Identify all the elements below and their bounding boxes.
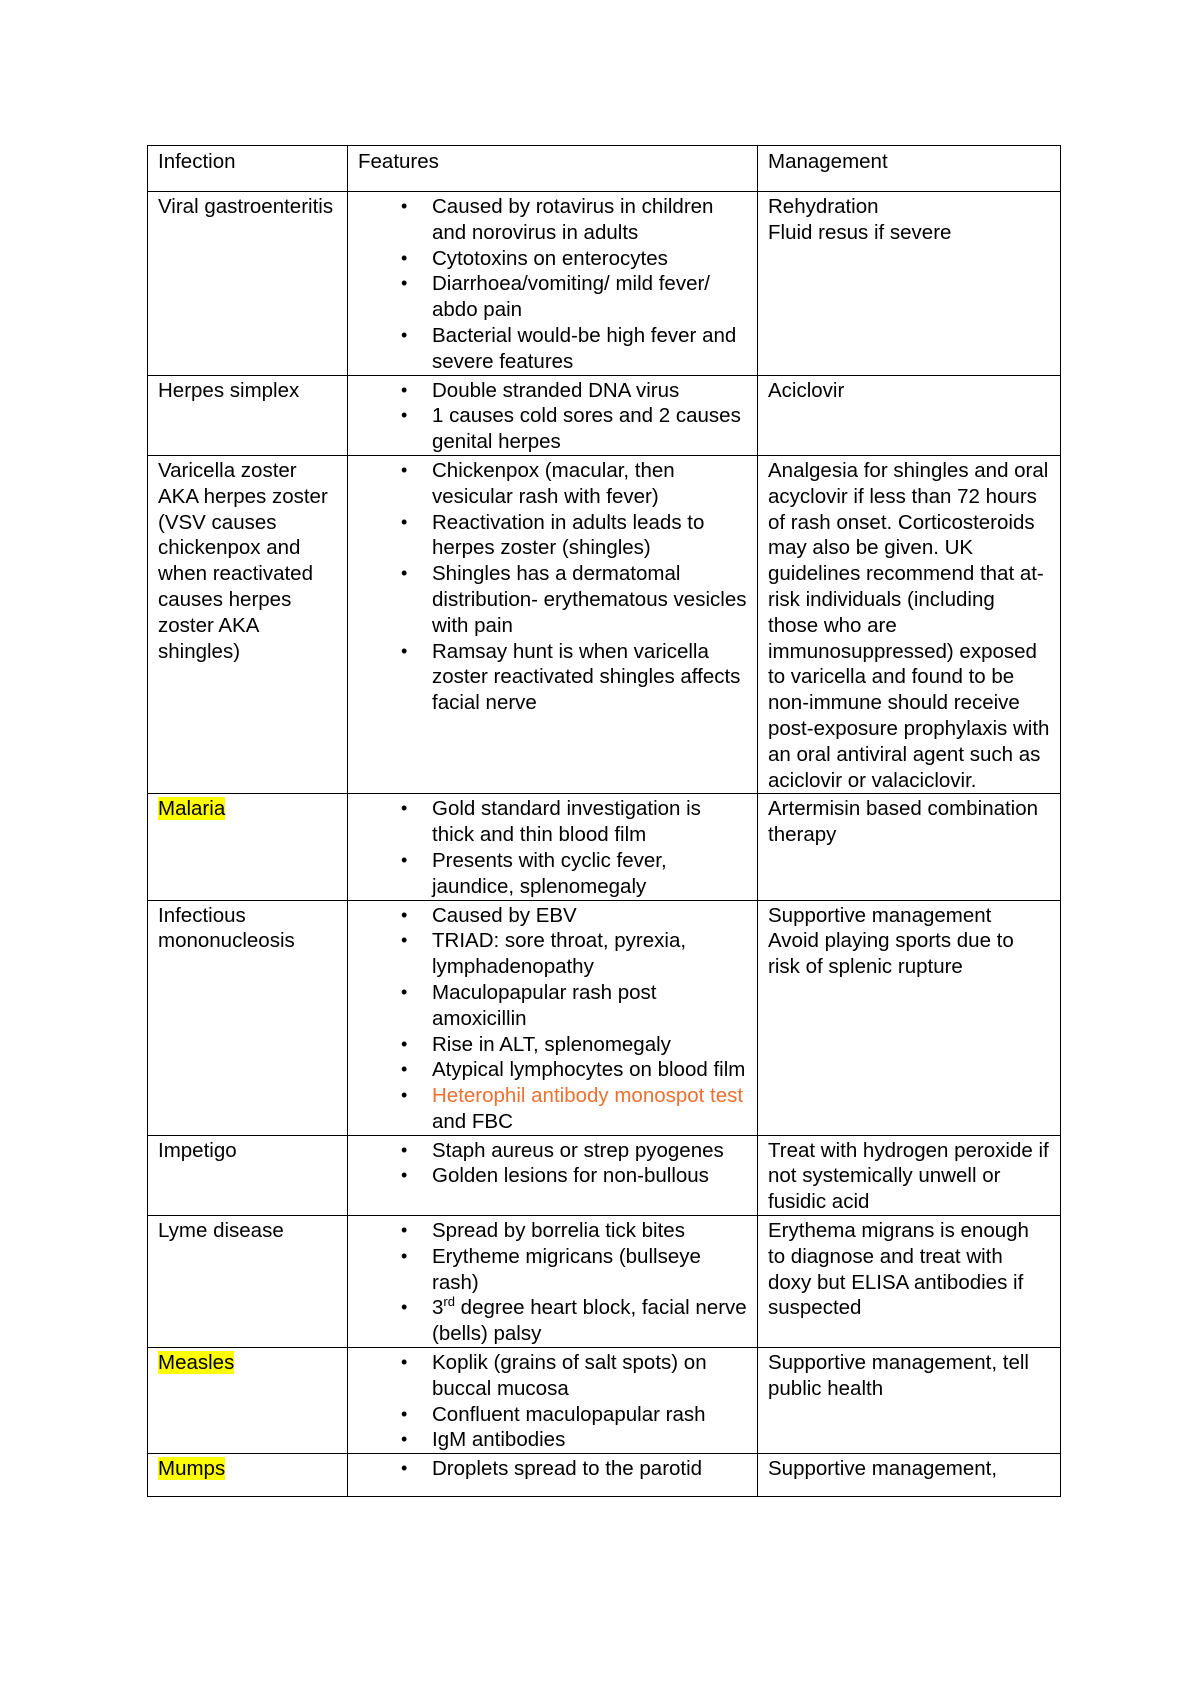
feature-text: Koplik (grains of salt spots) on buccal mucosa [432,1351,707,1400]
infection-cell [148,794,348,900]
bullet-icon: • [401,1139,408,1160]
feature-item [358,848,747,900]
features-list [358,903,747,1135]
feature-item [358,1456,747,1482]
feature-item [358,194,747,246]
bullet-icon: • [401,511,408,532]
feature-text: Caused by EBV [432,903,577,927]
features-list [358,194,747,375]
bullet-icon: • [401,1165,408,1186]
bullet-icon: • [401,563,408,584]
management-text: Fluid resus if severe [768,220,952,244]
management-text: Supportive management, tell public health [768,1351,1029,1400]
feature-item [358,378,747,404]
infection-cell [148,455,348,793]
bullet-icon: • [401,1458,408,1479]
feature-text: TRIAD: sore throat, pyrexia, lymphadenopathy [432,929,687,979]
feature-item [358,928,747,980]
feature-item [358,1163,747,1189]
table-row [148,1454,1061,1497]
feature-text: IgM antibodies [432,1428,566,1452]
infection-cell [148,900,348,1135]
feature-text: Reactivation in adults leads to herpes zoster (shingles) [432,510,705,560]
infection-name-highlighted: Mumps [158,1457,226,1481]
feature-text: Rise in ALT, splenomegaly [432,1032,671,1056]
feature-item [358,1032,747,1058]
features-cell [348,192,758,376]
bullet-icon: • [401,459,408,480]
feature-item [358,980,747,1032]
feature-text: Chickenpox (macular, then vesicular rash with fever) [432,458,675,508]
features-cell [348,375,758,455]
infection-name: Herpes simplex [158,378,300,402]
feature-text: Confluent maculopapular rash [432,1402,706,1426]
table-row [148,1216,1061,1348]
features-cell [348,1348,758,1454]
management-cell [758,794,1061,900]
management-text: Supportive management [768,903,992,927]
infection-name: Impetigo [158,1138,237,1162]
management-text: Artermisin based combination therapy [768,797,1039,847]
management-cell [758,1348,1061,1454]
bullet-icon: • [401,1059,408,1080]
feature-text: 1 causes cold sores and 2 causes genital herpes [432,404,741,454]
infection-table [147,145,1061,1497]
features-cell [348,794,758,900]
features-cell [348,455,758,793]
feature-item [358,1138,747,1164]
bullet-icon: • [401,247,408,268]
bullet-icon: • [401,798,408,819]
management-cell [758,1135,1061,1215]
feature-text: Shingles has a dermatomal distribution- erythematous vesicles with pain [432,562,747,637]
accent-text: Heterophil antibody monospot test [432,1084,744,1108]
feature-item [358,561,747,638]
features-list [358,1218,747,1347]
management-text: Treat with hydrogen peroxide if not systemically unwell or fusidic acid [768,1138,1049,1214]
bullet-icon: • [401,904,408,925]
bullet-icon: • [401,273,408,294]
management-text: Analgesia for shingles and oral acyclovir if less than 72 hours of rash onset. Corticosteroids may also be given. UK guidelines recommend that at-risk individuals (including those who are immunosuppressed) exposed to varicella and found to be non-immune should receive post-exposure prophylaxis with an oral antiviral agent such as aciclovir or valaciclovir. [768,458,1050,792]
features-list [358,1138,747,1190]
feature-text: Droplets spread to the parotid [432,1457,703,1481]
bullet-icon: • [401,405,408,426]
infection-name-highlighted: Malaria [158,797,226,821]
management-cell [758,900,1061,1135]
management-text: Avoid playing sports due to risk of splenic rupture [768,929,1014,979]
infection-cell [148,1216,348,1348]
infection-cell [148,192,348,376]
management-text: Supportive management, [768,1457,998,1481]
features-list [358,1350,747,1453]
infection-name: Varicella zoster AKA herpes zoster (VSV causes chickenpox and when reactivated causes herpes zoster AKA shingles) [158,458,328,663]
feature-item [358,796,747,848]
feature-item [358,1057,747,1083]
table-row [148,900,1061,1135]
management-text: Aciclovir [768,378,845,402]
feature-item [358,510,747,562]
bullet-icon: • [401,1429,408,1450]
infection-name-highlighted: Measles [158,1351,235,1375]
feature-item [358,403,747,455]
table-header-row [148,146,1061,192]
management-text: Erythema migrans is enough to diagnose and treat with doxy but ELISA antibodies if suspected [768,1219,1029,1320]
feature-text: 3 [432,1296,444,1320]
bullet-icon: • [401,981,408,1002]
feature-text: Gold standard investigation is thick and thin blood film [432,797,701,847]
feature-text: Staph aureus or strep pyogenes [432,1138,724,1162]
features-list [358,458,747,716]
features-list [358,796,747,899]
management-text: Rehydration [768,195,879,218]
table-row [148,794,1061,900]
feature-item [358,1427,747,1453]
table-row [148,192,1061,376]
infection-name: Lyme disease [158,1219,284,1243]
feature-item [358,639,747,716]
bullet-icon: • [401,640,408,661]
table-row [148,1348,1061,1454]
bullet-icon: • [401,379,408,400]
management-cell [758,192,1061,376]
table-row [148,1135,1061,1215]
feature-item [358,1295,747,1347]
infection-cell [148,375,348,455]
header-infection: Infection [148,146,348,192]
bullet-icon: • [401,1085,408,1106]
feature-text: Diarrhoea/vomiting/ mild fever/ abdo pain [432,272,710,322]
feature-text: Bacterial would-be high fever and severe features [432,323,737,373]
feature-item [358,323,747,375]
bullet-icon: • [401,196,408,216]
feature-text: and FBC [432,1109,513,1133]
feature-text: Golden lesions for non-bullous [432,1164,709,1188]
feature-item [358,1218,747,1244]
feature-item [358,271,747,323]
feature-item [358,903,747,929]
features-cell [348,1135,758,1215]
bullet-icon: • [401,1297,408,1318]
features-list [358,1456,747,1482]
feature-text: Atypical lymphocytes on blood film [432,1058,746,1082]
bullet-icon: • [401,1220,408,1241]
infection-cell [148,1348,348,1454]
feature-item [358,1083,747,1135]
feature-text: Cytotoxins on enterocytes [432,246,668,270]
feature-text: Ramsay hunt is when varicella zoster reactivated shingles affects facial nerve [432,639,741,715]
feature-text: Spread by borrelia tick bites [432,1219,685,1243]
feature-text: Presents with cyclic fever, jaundice, splenomegaly [432,848,667,898]
bullet-icon: • [401,1033,408,1054]
management-cell [758,455,1061,793]
features-cell [348,1216,758,1348]
features-cell [348,900,758,1135]
bullet-icon: • [401,1245,408,1266]
features-cell [348,1454,758,1497]
feature-text: Caused by rotavirus in children and norovirus in adults [432,195,714,244]
feature-text: Erytheme migricans (bullseye rash) [432,1244,701,1294]
feature-item [358,1402,747,1428]
feature-text: Maculopapular rash post amoxicillin [432,980,657,1030]
feature-item [358,458,747,510]
infection-name: Infectious mononucleosis [158,903,295,953]
feature-item [358,1350,747,1402]
ordinal-superscript: rd [443,1294,455,1310]
header-management: Management [758,146,1061,192]
infection-cell [148,1454,348,1497]
infection-cell [148,1135,348,1215]
feature-text: degree heart block, facial nerve (bells) palsy [432,1296,747,1346]
management-cell [758,1454,1061,1497]
management-cell [758,1216,1061,1348]
feature-text: Double stranded DNA virus [432,378,680,402]
table-row [148,375,1061,455]
infection-name: Viral gastroenteritis [158,195,334,218]
header-features: Features [348,146,758,192]
features-list [358,378,747,455]
bullet-icon: • [401,849,408,870]
bullet-icon: • [401,1352,408,1373]
bullet-icon: • [401,930,408,951]
bullet-icon: • [401,324,408,345]
feature-item [358,1244,747,1296]
bullet-icon: • [401,1403,408,1424]
management-cell [758,375,1061,455]
table-row [148,455,1061,793]
feature-item [358,246,747,272]
